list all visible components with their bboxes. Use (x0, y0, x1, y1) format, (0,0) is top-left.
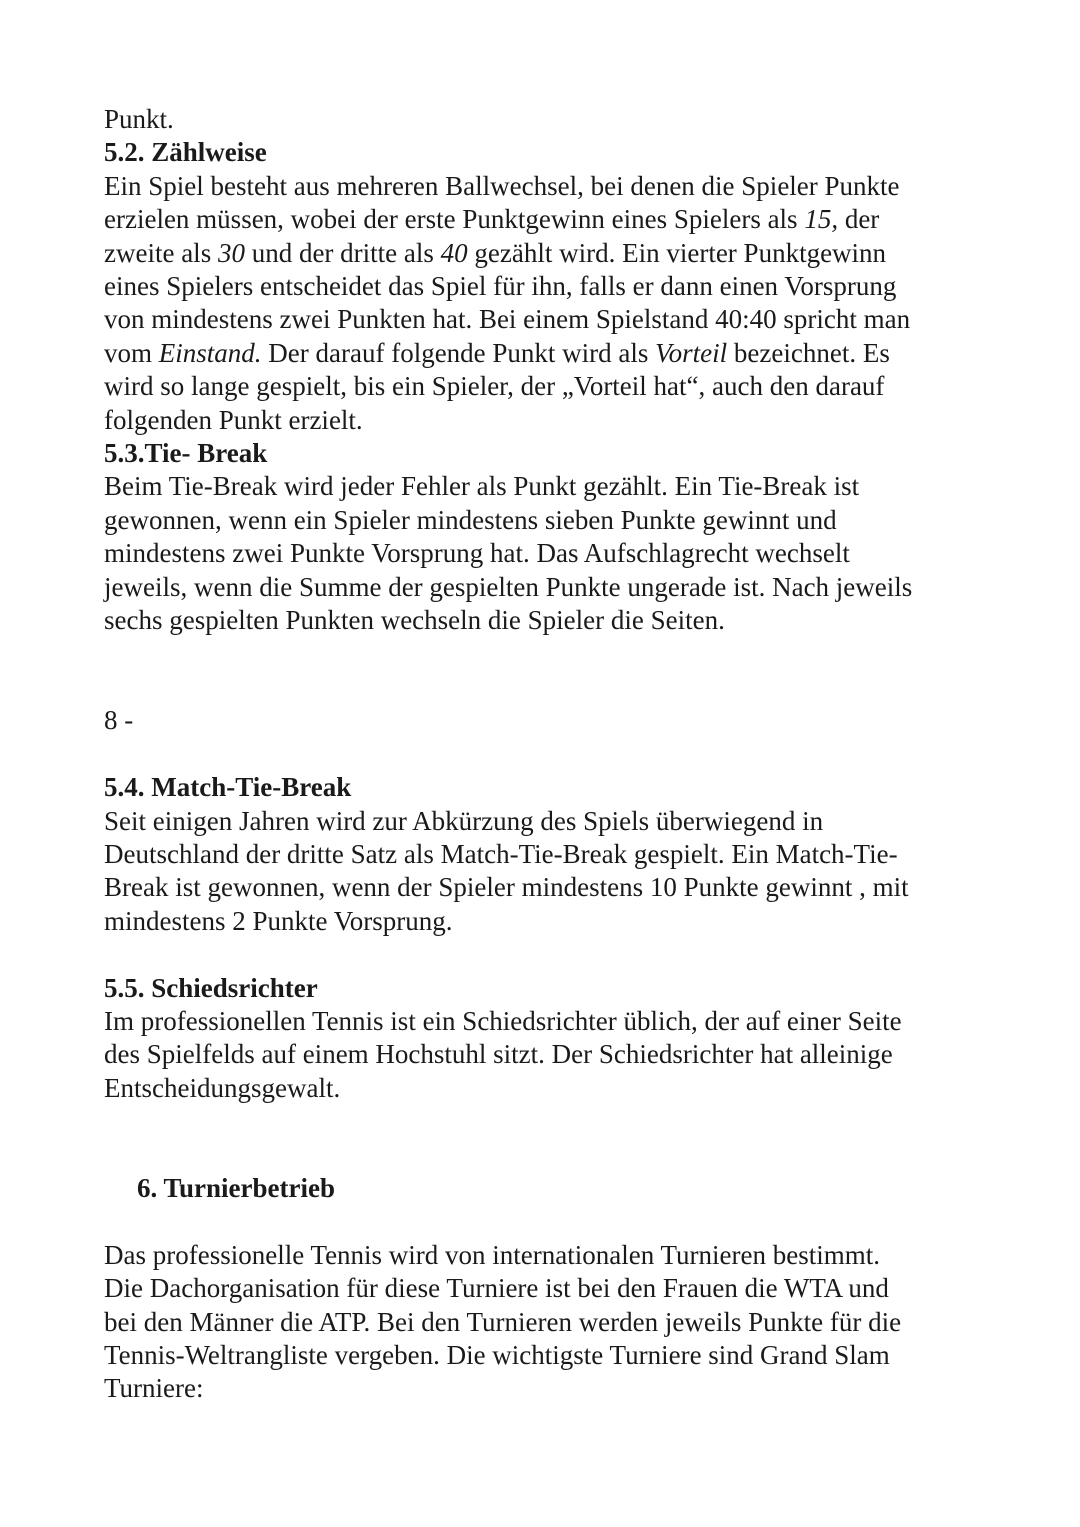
text-line: folgenden Punkt erzielt. (104, 404, 363, 435)
text-line: vom Einstand. Der darauf folgende Punkt wird als Vorteil bezeichnet. Es (104, 337, 890, 368)
text-line: Beim Tie-Break wird jeder Fehler als Punkt gezählt. Ein Tie-Break ist (104, 471, 860, 502)
text-line: Seit einigen Jahren wird zur Abkürzung des Spiels überwiegend in (104, 805, 824, 836)
italic-term: Vorteil (655, 337, 728, 368)
text-line: Im professionellen Tennis ist ein Schiedsrichter üblich, der auf einer Seite (104, 1005, 902, 1036)
text-line: zweite als 30 und der dritte als 40 gezählt wird. Ein vierter Punktgewinn (104, 237, 887, 268)
heading-6: 6. Turnierbetrieb (137, 1172, 336, 1203)
paragraph-6 (104, 1239, 1004, 1406)
text-line: Turniere: (104, 1373, 204, 1404)
italic-term: 15, (804, 204, 839, 235)
text-line: Das professionelle Tennis wird von internationalen Turnieren bestimmt. (104, 1239, 880, 1270)
text-line: sechs gespielten Punkten wechseln die Spieler die Seiten. (104, 605, 725, 636)
text-line: mindestens zwei Punkte Vorsprung hat. Das Aufschlagrecht wechselt (104, 538, 850, 569)
text-line: mindestens 2 Punkte Vorsprung. (104, 905, 453, 936)
paragraph-5-3 (104, 470, 1004, 637)
paragraph-tail: Punkt. (104, 104, 174, 134)
text-line: Break ist gewonnen, wenn der Spieler mindestens 10 Punkte gewinnt , mit (104, 872, 909, 903)
text-line: jeweils, wenn die Summe der gespielten Punkte ungerade ist. Nach jeweils (104, 571, 913, 602)
text-line: eines Spielers entscheidet das Spiel für ihn, falls er dann einen Vorsprung (104, 271, 897, 302)
text-line: Die Dachorganisation für diese Turniere ist bei den Frauen die WTA und (104, 1273, 889, 1304)
heading-5-4: 5.4. Match-Tie-Break (104, 772, 352, 803)
text-line: des Spielfelds auf einem Hochstuhl sitzt. Der Schiedsrichter hat alleinige (104, 1039, 893, 1070)
text-line: Ein Spiel besteht aus mehreren Ballwechsel, bei denen die Spieler Punkte (104, 170, 900, 201)
paragraph-5-4 (104, 805, 1004, 939)
heading-5-2: 5.2. Zählweise (104, 137, 267, 168)
heading-5-3: 5.3.Tie- Break (104, 438, 268, 469)
text-line: wird so lange gespielt, bis ein Spieler, der „Vorteil hat“, auch den darauf (104, 371, 885, 402)
document-page (104, 103, 1004, 1406)
text-line: Tennis-Weltrangliste vergeben. Die wichtigste Turniere sind Grand Slam (104, 1339, 890, 1370)
text-line: bei den Männer die ATP. Bei den Turnieren werden jeweils Punkte für die (104, 1306, 902, 1337)
italic-term: 40 (440, 237, 468, 268)
heading-5-5: 5.5. Schiedsrichter (104, 972, 318, 1003)
text-line: Entscheidungsgewalt. (104, 1072, 341, 1103)
page-number: 8 - (104, 705, 134, 736)
paragraph-5-2 (104, 170, 1004, 437)
italic-term: Einstand. (158, 337, 262, 368)
text-line: erzielen müssen, wobei der erste Punktgewinn eines Spielers als 15, der (104, 204, 880, 235)
italic-term: 30 (217, 237, 245, 268)
text-line: von mindestens zwei Punkten hat. Bei einem Spielstand 40:40 spricht man (104, 304, 911, 335)
text-line: Deutschland der dritte Satz als Match-Tie-Break gespielt. Ein Match-Tie- (104, 838, 898, 869)
paragraph-5-5 (104, 1005, 1004, 1105)
text-line: gewonnen, wenn ein Spieler mindestens sieben Punkte gewinnt und (104, 504, 837, 535)
